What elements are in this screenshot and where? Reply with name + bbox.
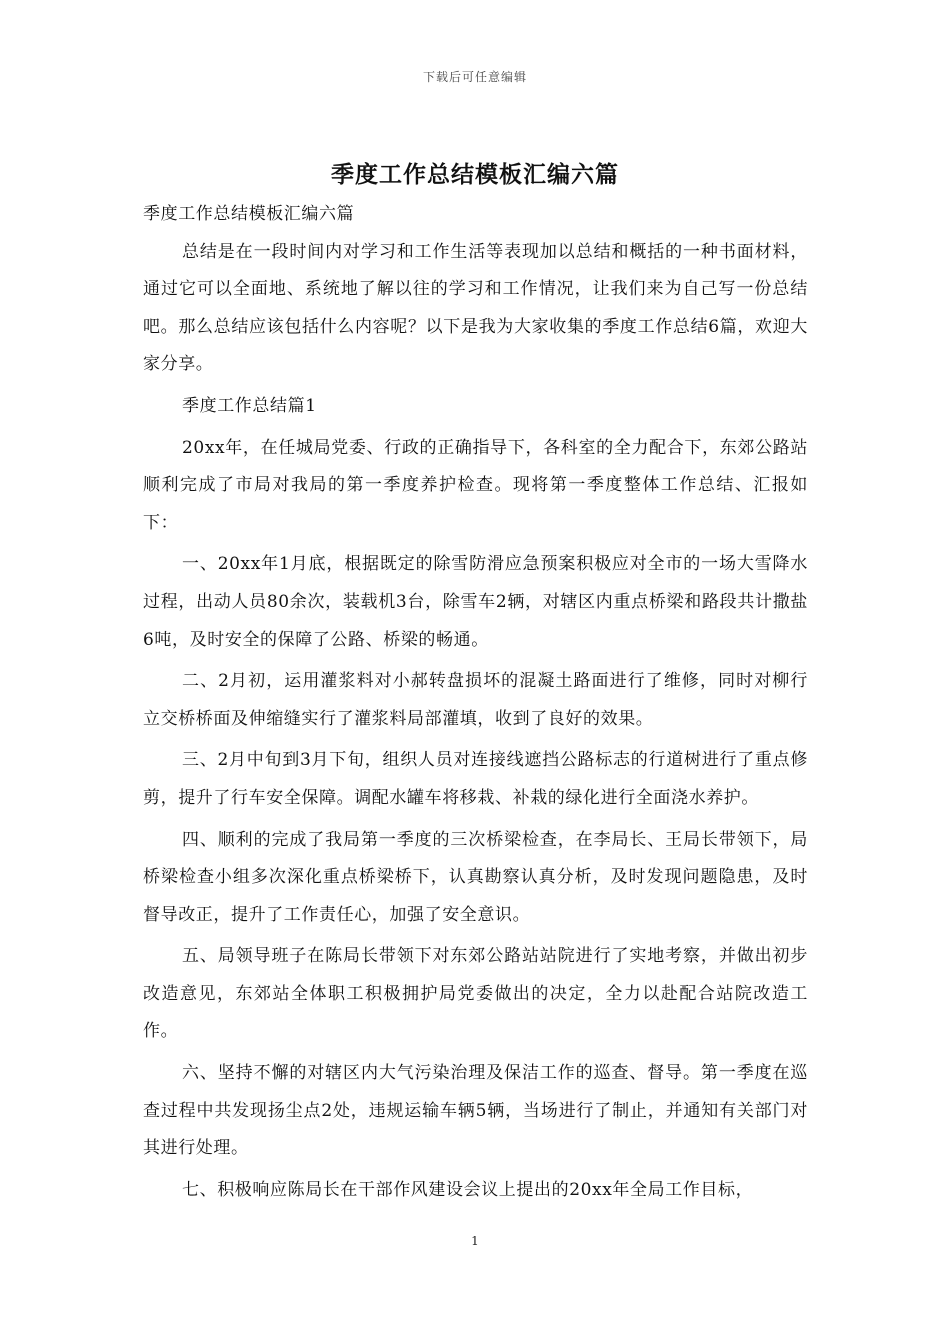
paragraph: 三、2月中旬到3月下旬，组织人员对连接线遮挡公路标志的行道树进行了重点修剪，提升了行车安全保障。调配水罐车将移栽、补栽的绿化进行全面浇水养护。 xyxy=(143,750,808,808)
paragraph: 六、坚持不懈的对辖区内大气污染治理及保洁工作的巡查、督导。第一季度在巡查过程中共发现扬尘点2处，违规运输车辆5辆，当场进行了制止，并通知有关部门对其进行处理。 xyxy=(143,1063,808,1159)
header-note: 下载后可任意编辑 xyxy=(422,70,527,84)
document-title: 季度工作总结模板汇编六篇 xyxy=(331,161,619,188)
document-body xyxy=(143,196,808,1209)
paragraph: 七、积极响应陈局长在干部作风建设会议上提出的20xx年全局工作目标， xyxy=(182,1179,754,1200)
paragraph: 一、20xx年1月底，根据既定的除雪防滑应急预案积极应对全市的一场大雪降水过程，出动人员80余次，装载机3台，除雪车2辆，对辖区内重点桥梁和路段共计撒盐6吨，及时安全的保障了公路、桥梁的畅通。 xyxy=(143,554,808,650)
section-heading: 季度工作总结篇1 xyxy=(182,395,317,416)
page-number: 1 xyxy=(471,1234,479,1248)
paragraph-intro: 总结是在一段时间内对学习和工作生活等表现加以总结和概括的一种书面材料，通过它可以全面地、系统地了解以往的学习和工作情况，让我们来为自己写一份总结吧。那么总结应该包括什么内容呢？以下是我为大家收集的季度工作总结6篇，欢迎大家分享。 xyxy=(143,241,808,375)
paragraph: 五、局领导班子在陈局长带领下对东郊公路站站院进行了实地考察，并做出初步改造意见，东郊站全体职工积极拥护局党委做出的决定，全力以赴配合站院改造工作。 xyxy=(143,946,808,1042)
paragraph: 四、顺利的完成了我局第一季度的三次桥梁检查，在李局长、王局长带领下，局桥梁检查小组多次深化重点桥梁桥下，认真勘察认真分析，及时发现问题隐患，及时督导改正，提升了工作责任心，加强了安全意识。 xyxy=(143,829,808,925)
paragraph: 20xx年，在任城局党委、行政的正确指导下，各科室的全力配合下，东郊公路站顺利完成了市局对我局的第一季度养护检查。现将第一季度整体工作总结、汇报如下： xyxy=(143,437,808,533)
paragraph: 二、2月初，运用灌浆料对小郝转盘损坏的混凝土路面进行了维修，同时对柳行立交桥桥面及伸缩缝实行了灌浆料局部灌填，收到了良好的效果。 xyxy=(143,671,808,729)
subtitle-line: 季度工作总结模板汇编六篇 xyxy=(143,204,355,224)
